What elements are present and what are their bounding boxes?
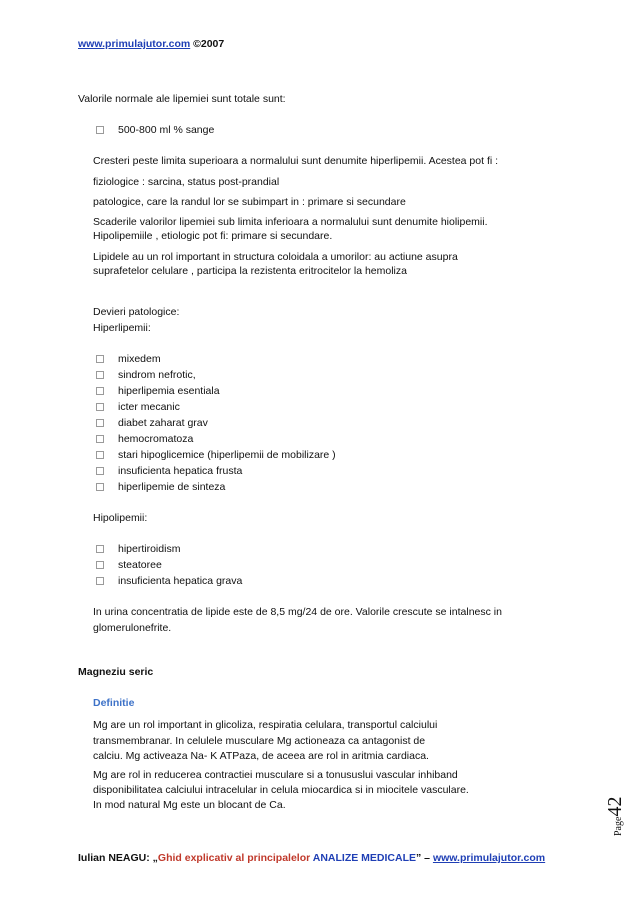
paragraph-line: In mod natural Mg este un blocant de Ca. [93,799,286,811]
list-item: hiperlipemie de sinteza [96,481,225,493]
paragraph-line: Mg are rol in reducerea contractiei musculare si a tonususlui vascular inhiband [93,769,458,781]
paragraph-line: suprafetelor celulare , participa la rezistenta eritrocitelor la hemoliza [93,265,407,277]
paragraph-line: Scaderile valorilor lipemiei sub limita inferioara a normalului sunt denumite hiolipemii. [93,216,488,228]
paragraph-line: patologice, care la randul lor se subimpart in : primare si secundare [93,196,406,208]
paragraph-line: transmembranar. In celulele musculare Mg actioneaza ca antagonist de [93,735,426,747]
bullet-icon [96,545,104,553]
bullet-icon [96,355,104,363]
page-digits: 42 [604,796,626,817]
header-copyright: ©2007 [190,38,225,50]
bullet-icon [96,419,104,427]
list-item: diabet zaharat grav [96,417,208,429]
paragraph-line: disponibilitatea calciului intracelular in celula miocardica si in miocitele vasculare. [93,784,469,796]
footer-guide: Ghid explicativ al principalelor [157,852,313,864]
list-item: steatoree [96,559,162,571]
list-item: sindrom nefrotic, [96,369,196,381]
paragraph-line: In urina concentratia de lipide este de 8,5 mg/24 de ore. Valorile crescute se intalnesc in [93,606,502,618]
bullet-icon [96,577,104,585]
list-item: hipertiroidism [96,543,180,555]
list-item: insuficienta hepatica grava [96,575,242,587]
bullet-icon [96,387,104,395]
list-item: insuficienta hepatica frusta [96,465,242,477]
page-header [78,38,224,50]
paragraph-line: Cresteri peste limita superioara a normalului sunt denumite hiperlipemii. Acestea pot fi : [93,155,499,167]
header-link[interactable]: www.primulajutor.com [78,38,191,50]
bullet-icon [96,126,104,134]
bullet-icon [96,483,104,491]
paragraph-line: glomerulonefrite. [93,622,172,634]
section-title: Magneziu seric [78,666,154,678]
list-item: mixedem [96,353,161,365]
hyperlipemia-title: Hiperlipemii: [93,322,151,334]
footer-author: Iulian NEAGU: „ [78,852,158,864]
deviations-title: Devieri patologice: [93,306,180,318]
bullet-icon [96,467,104,475]
list-item: stari hipoglicemice (hiperlipemii de mobilizare ) [96,449,336,461]
list-item: 500-800 ml % sange [96,124,214,136]
hypolipemia-title: Hipolipemii: [93,512,148,524]
paragraph-line: Hipolipemiile , etiologic pot fi: primare si secundare. [93,230,333,242]
bullet-icon [96,561,104,569]
page-footer [78,852,545,864]
list-item: hemocromatoza [96,433,193,445]
list-item: icter mecanic [96,401,180,413]
bullet-icon [96,403,104,411]
paragraph-line: Mg are un rol important in glicoliza, respiratia celulara, transportul calciului [93,719,438,731]
intro-text: Valorile normale ale lipemiei sunt totale sunt: [78,93,286,105]
footer-analyses: ANALIZE MEDICALE [312,852,416,864]
bullet-icon [96,371,104,379]
footer-link[interactable]: www.primulajutor.com [432,852,546,864]
page-number [604,797,627,836]
footer-close: ” – [416,852,433,864]
paragraph-line: calciu. Mg activeaza Na- K ATPaza, de aceea are rol in aritmia cardiaca. [93,750,429,762]
definition-title: Definitie [93,697,135,709]
paragraph-line: Lipidele au un rol important in structura coloidala a umorilor: au actiune asupra [93,251,458,263]
page-word: Page [613,816,624,836]
list-item: hiperlipemia esentiala [96,385,220,397]
paragraph-line: fiziologice : sarcina, status post-prandial [93,176,280,188]
bullet-icon [96,435,104,443]
bullet-icon [96,451,104,459]
